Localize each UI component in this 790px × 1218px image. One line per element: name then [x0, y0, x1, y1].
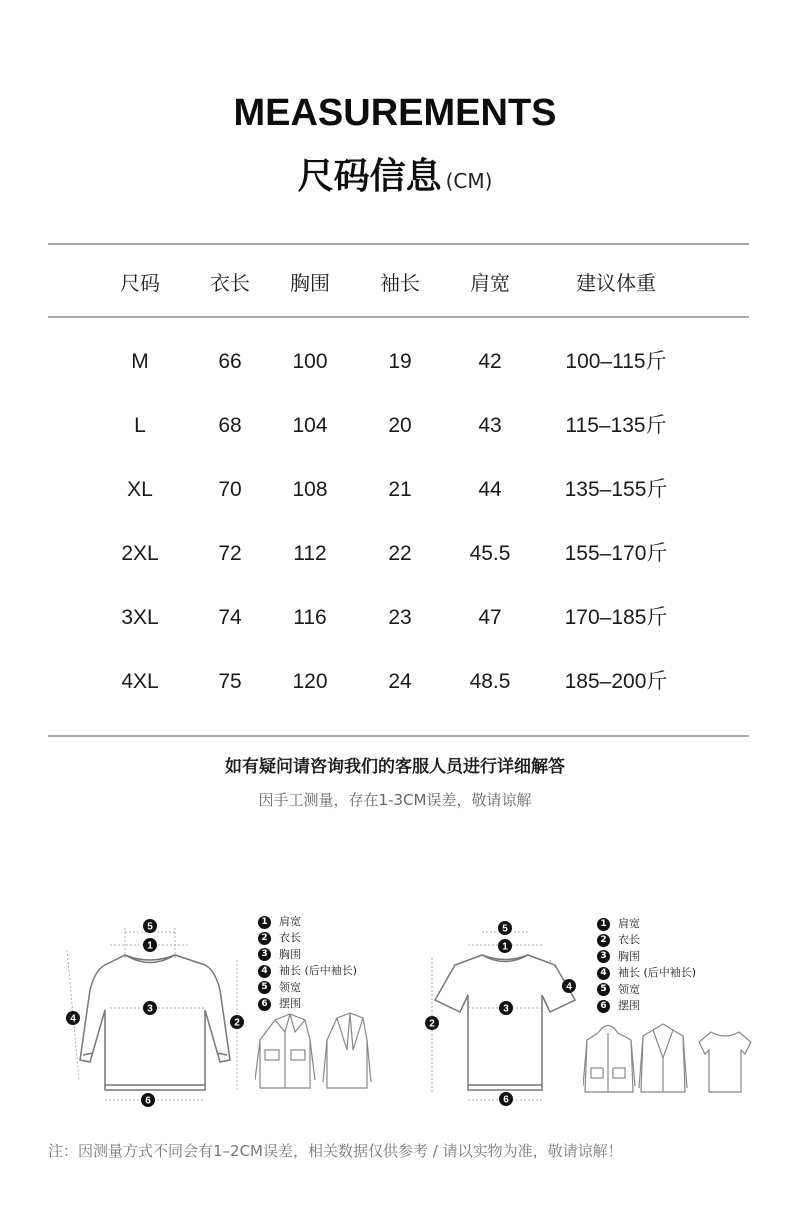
- tshirt-measure-diagram: [420, 910, 590, 1110]
- legend-number: 2: [258, 932, 271, 945]
- table-header-row: [48, 263, 749, 303]
- chest-cell: 104: [292, 414, 328, 437]
- legend-label: 肩宽: [279, 915, 301, 928]
- size-cell: L: [134, 414, 146, 437]
- legend-item: [258, 980, 357, 996]
- page-title-en: MEASUREMENTS: [233, 92, 557, 134]
- weight-cell: 100–115斤: [565, 350, 667, 373]
- chest-cell: 116: [293, 606, 327, 629]
- header-cell: 袖长: [380, 271, 420, 295]
- marker-6-label: 6: [145, 1095, 151, 1107]
- weight-cell: 185–200斤: [564, 670, 668, 693]
- shoulder-cell: 44: [478, 478, 502, 501]
- legend-number: 3: [597, 950, 610, 963]
- shoulder-cell: 42: [478, 350, 502, 373]
- table-row: [48, 470, 749, 510]
- legend-number: 6: [258, 998, 271, 1011]
- jacket-blazer-illustration: [255, 1010, 375, 1095]
- legend-item: [597, 932, 696, 948]
- marker-4-label: 4: [566, 981, 572, 993]
- table-row: [48, 534, 749, 574]
- shoulder-cell: 47: [478, 606, 502, 629]
- shoulder-cell: 43: [478, 414, 502, 437]
- marker-3-label: 3: [503, 1003, 509, 1015]
- legend-number: 3: [258, 948, 271, 961]
- marker-6-label: 6: [503, 1094, 509, 1106]
- table-row: [48, 406, 749, 446]
- legend-item: [597, 998, 696, 1014]
- legend-item: [597, 916, 696, 932]
- sleeve-cell: 21: [388, 478, 412, 501]
- weight-cell: 155–170斤: [564, 542, 668, 565]
- contact-note: 如有疑问请咨询我们的客服人员进行详细解答: [225, 757, 565, 777]
- sleeve-cell: 23: [388, 606, 412, 629]
- legend-label: 衣长: [279, 931, 301, 945]
- size-cell: M: [131, 350, 149, 373]
- length-cell: 75: [218, 670, 242, 693]
- length-cell: 72: [218, 542, 242, 565]
- sweatshirt-measure-diagram: [55, 910, 250, 1110]
- legend-number: 6: [597, 1000, 610, 1013]
- header-cell: 胸围: [290, 271, 330, 295]
- legend-item: [258, 947, 357, 963]
- page-title-cn: [0, 148, 790, 199]
- size-cell: 2XL: [121, 542, 159, 565]
- length-cell: 66: [218, 350, 242, 373]
- legend-number: 4: [258, 965, 271, 978]
- legend-label: 衣长: [618, 933, 640, 947]
- table-top-rule: [48, 243, 749, 245]
- legend-label: 摆围: [279, 996, 301, 1010]
- weight-cell: 135–155斤: [564, 478, 668, 501]
- header-cell: 衣长: [210, 271, 250, 295]
- legend-number: 5: [258, 981, 271, 994]
- chest-cell: 120: [292, 670, 328, 693]
- size-cell: XL: [127, 478, 153, 501]
- size-cell: 3XL: [121, 606, 159, 629]
- sleeve-cell: 19: [388, 350, 412, 373]
- measurement-legend-right: [597, 916, 696, 1014]
- legend-label: 领宽: [618, 982, 640, 996]
- header-cell: 尺码: [120, 271, 160, 295]
- legend-label: 袖长 (后中袖长): [618, 966, 697, 980]
- marker-3-label: 3: [147, 1003, 153, 1015]
- legend-label: 摆围: [618, 998, 640, 1012]
- legend-number: 2: [597, 934, 610, 947]
- legend-item: [258, 930, 357, 946]
- weight-cell: 170–185斤: [564, 606, 668, 629]
- legend-label: 领宽: [279, 980, 301, 994]
- legend-label: 肩宽: [618, 917, 640, 930]
- marker-4-label: 4: [70, 1013, 76, 1025]
- size-cell: 4XL: [121, 670, 159, 693]
- header-cell: 肩宽: [470, 271, 510, 295]
- weight-cell: 115–135斤: [565, 414, 667, 437]
- marker-5-label: 5: [147, 921, 153, 933]
- length-cell: 70: [218, 478, 242, 501]
- table-bottom-rule: [48, 735, 749, 737]
- legend-number: 4: [597, 967, 610, 980]
- table-row: [48, 598, 749, 638]
- hoodie-cardigan-tee-illustration: [583, 1018, 753, 1098]
- sleeve-cell: 20: [388, 414, 412, 437]
- header-cell: 建议体重: [576, 271, 656, 295]
- table-row: [48, 662, 749, 702]
- title-unit: (CM): [445, 169, 493, 193]
- shoulder-cell: 45.5: [469, 542, 511, 565]
- legend-item: [597, 982, 696, 998]
- legend-number: 5: [597, 983, 610, 996]
- chest-cell: 100: [292, 350, 328, 373]
- legend-label: 胸围: [279, 947, 301, 961]
- marker-1-label: 1: [502, 941, 508, 953]
- marker-1-label: 1: [147, 940, 153, 952]
- error-note: 因手工测量，存在1-3CM误差，敬请谅解: [258, 791, 532, 809]
- legend-item: [597, 965, 696, 981]
- legend-item: [597, 949, 696, 965]
- marker-2-label: 2: [429, 1018, 435, 1030]
- footer-disclaimer: 注：因测量方式不同会有1–2CM误差，相关数据仅供参考 / 请以实物为准，敬请谅解！: [48, 1142, 623, 1160]
- sleeve-cell: 22: [388, 542, 412, 565]
- measurement-legend-left: [258, 914, 357, 1012]
- chest-cell: 108: [292, 478, 328, 501]
- sleeve-cell: 24: [388, 670, 412, 693]
- length-cell: 68: [218, 414, 242, 437]
- marker-5-label: 5: [502, 923, 508, 935]
- legend-label: 袖长 (后中袖长): [279, 964, 358, 978]
- marker-2-label: 2: [234, 1017, 240, 1029]
- title-cn-text: 尺码信息: [297, 156, 442, 197]
- legend-number: 1: [597, 918, 610, 931]
- legend-label: 胸围: [618, 949, 640, 963]
- legend-number: 1: [258, 916, 271, 929]
- chest-cell: 112: [293, 542, 327, 565]
- table-header-rule: [48, 316, 749, 318]
- length-cell: 74: [218, 606, 242, 629]
- legend-item: [258, 914, 357, 930]
- table-row: [48, 342, 749, 382]
- shoulder-cell: 48.5: [469, 670, 511, 693]
- legend-item: [258, 963, 357, 979]
